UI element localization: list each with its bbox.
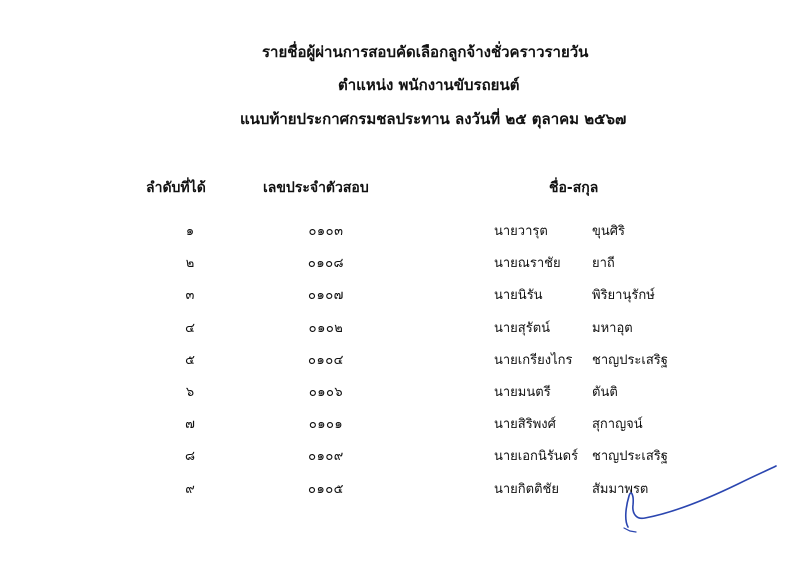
table-row (0, 252, 800, 284)
exam-id-cell: ๐๑๐๘ (307, 256, 345, 272)
first-name-cell: นายมนตรี (494, 384, 551, 400)
first-name-cell: นายกิตติชัย (494, 481, 559, 497)
last-name-cell: สุกาญจน์ (592, 417, 643, 433)
announcement-reference: แนบท้ายประกาศกรมชลประทาน ลงวันที่ ๒๕ ตุลาคม ๒๕๖๗ (240, 110, 627, 128)
first-name-cell: นายสุรัตน์ (494, 320, 551, 336)
last-name-cell: ยาถี (592, 256, 615, 272)
first-name-cell: นายเอกนิรันดร์ (494, 449, 579, 465)
exam-id-cell: ๐๑๐๗ (308, 288, 344, 304)
table-row (0, 220, 800, 252)
last-name-cell: สัมมาพรต (592, 481, 649, 497)
exam-id-cell: ๐๑๐๒ (308, 320, 344, 336)
last-name-cell: ขุนศิริ (592, 224, 626, 239)
first-name-cell: นายวารุต (494, 224, 548, 239)
header-exam-id: เลขประจำตัวสอบ (263, 180, 369, 196)
exam-id-cell: ๐๑๐๑ (308, 417, 344, 433)
position-title: ตำแหน่ง พนักงานขับรถยนต์ (338, 76, 520, 94)
rank-cell: ๘ (184, 449, 196, 465)
rank-cell: ๓ (185, 288, 195, 304)
exam-id-cell: ๐๑๐๙ (308, 449, 344, 465)
first-name-cell: นายนิรัน (494, 288, 543, 304)
rank-cell: ๑ (185, 224, 195, 239)
rank-cell: ๕ (185, 352, 195, 368)
table-row (0, 381, 800, 413)
last-name-cell: พิริยานุรักษ์ (592, 288, 655, 304)
table-row (0, 317, 800, 349)
first-name-cell: นายเกรียงไกร (494, 352, 573, 368)
signature-stroke-tail (624, 528, 636, 532)
last-name-cell: ชาญประเสริฐ (592, 449, 668, 465)
header-name: ชื่อ-สกุล (549, 180, 599, 196)
last-name-cell: ชาญประเสริฐ (592, 352, 668, 368)
results-table (0, 220, 800, 510)
header-rank: ลำดับที่ได้ (146, 180, 206, 196)
first-name-cell: นายณราชัย (494, 256, 561, 272)
rank-cell: ๒ (185, 256, 195, 272)
table-row (0, 413, 800, 445)
first-name-cell: นายสิริพงศ์ (494, 417, 556, 433)
last-name-cell: มหาอุต (592, 320, 633, 336)
rank-cell: ๗ (185, 417, 195, 433)
rank-cell: ๔ (185, 320, 195, 336)
last-name-cell: ตันติ (592, 384, 618, 400)
table-row (0, 284, 800, 316)
rank-cell: ๙ (185, 481, 195, 497)
table-row (0, 349, 800, 381)
exam-id-cell: ๐๑๐๖ (308, 384, 344, 400)
table-row (0, 478, 800, 510)
table-row (0, 445, 800, 477)
rank-cell: ๖ (185, 384, 195, 400)
document-title: รายชื่อผู้ผ่านการสอบคัดเลือกลูกจ้างชั่วคราวรายวัน (262, 43, 589, 61)
exam-id-cell: ๐๑๐๕ (308, 481, 344, 497)
exam-id-cell: ๐๑๐๓ (308, 224, 344, 239)
exam-id-cell: ๐๑๐๔ (308, 352, 344, 368)
